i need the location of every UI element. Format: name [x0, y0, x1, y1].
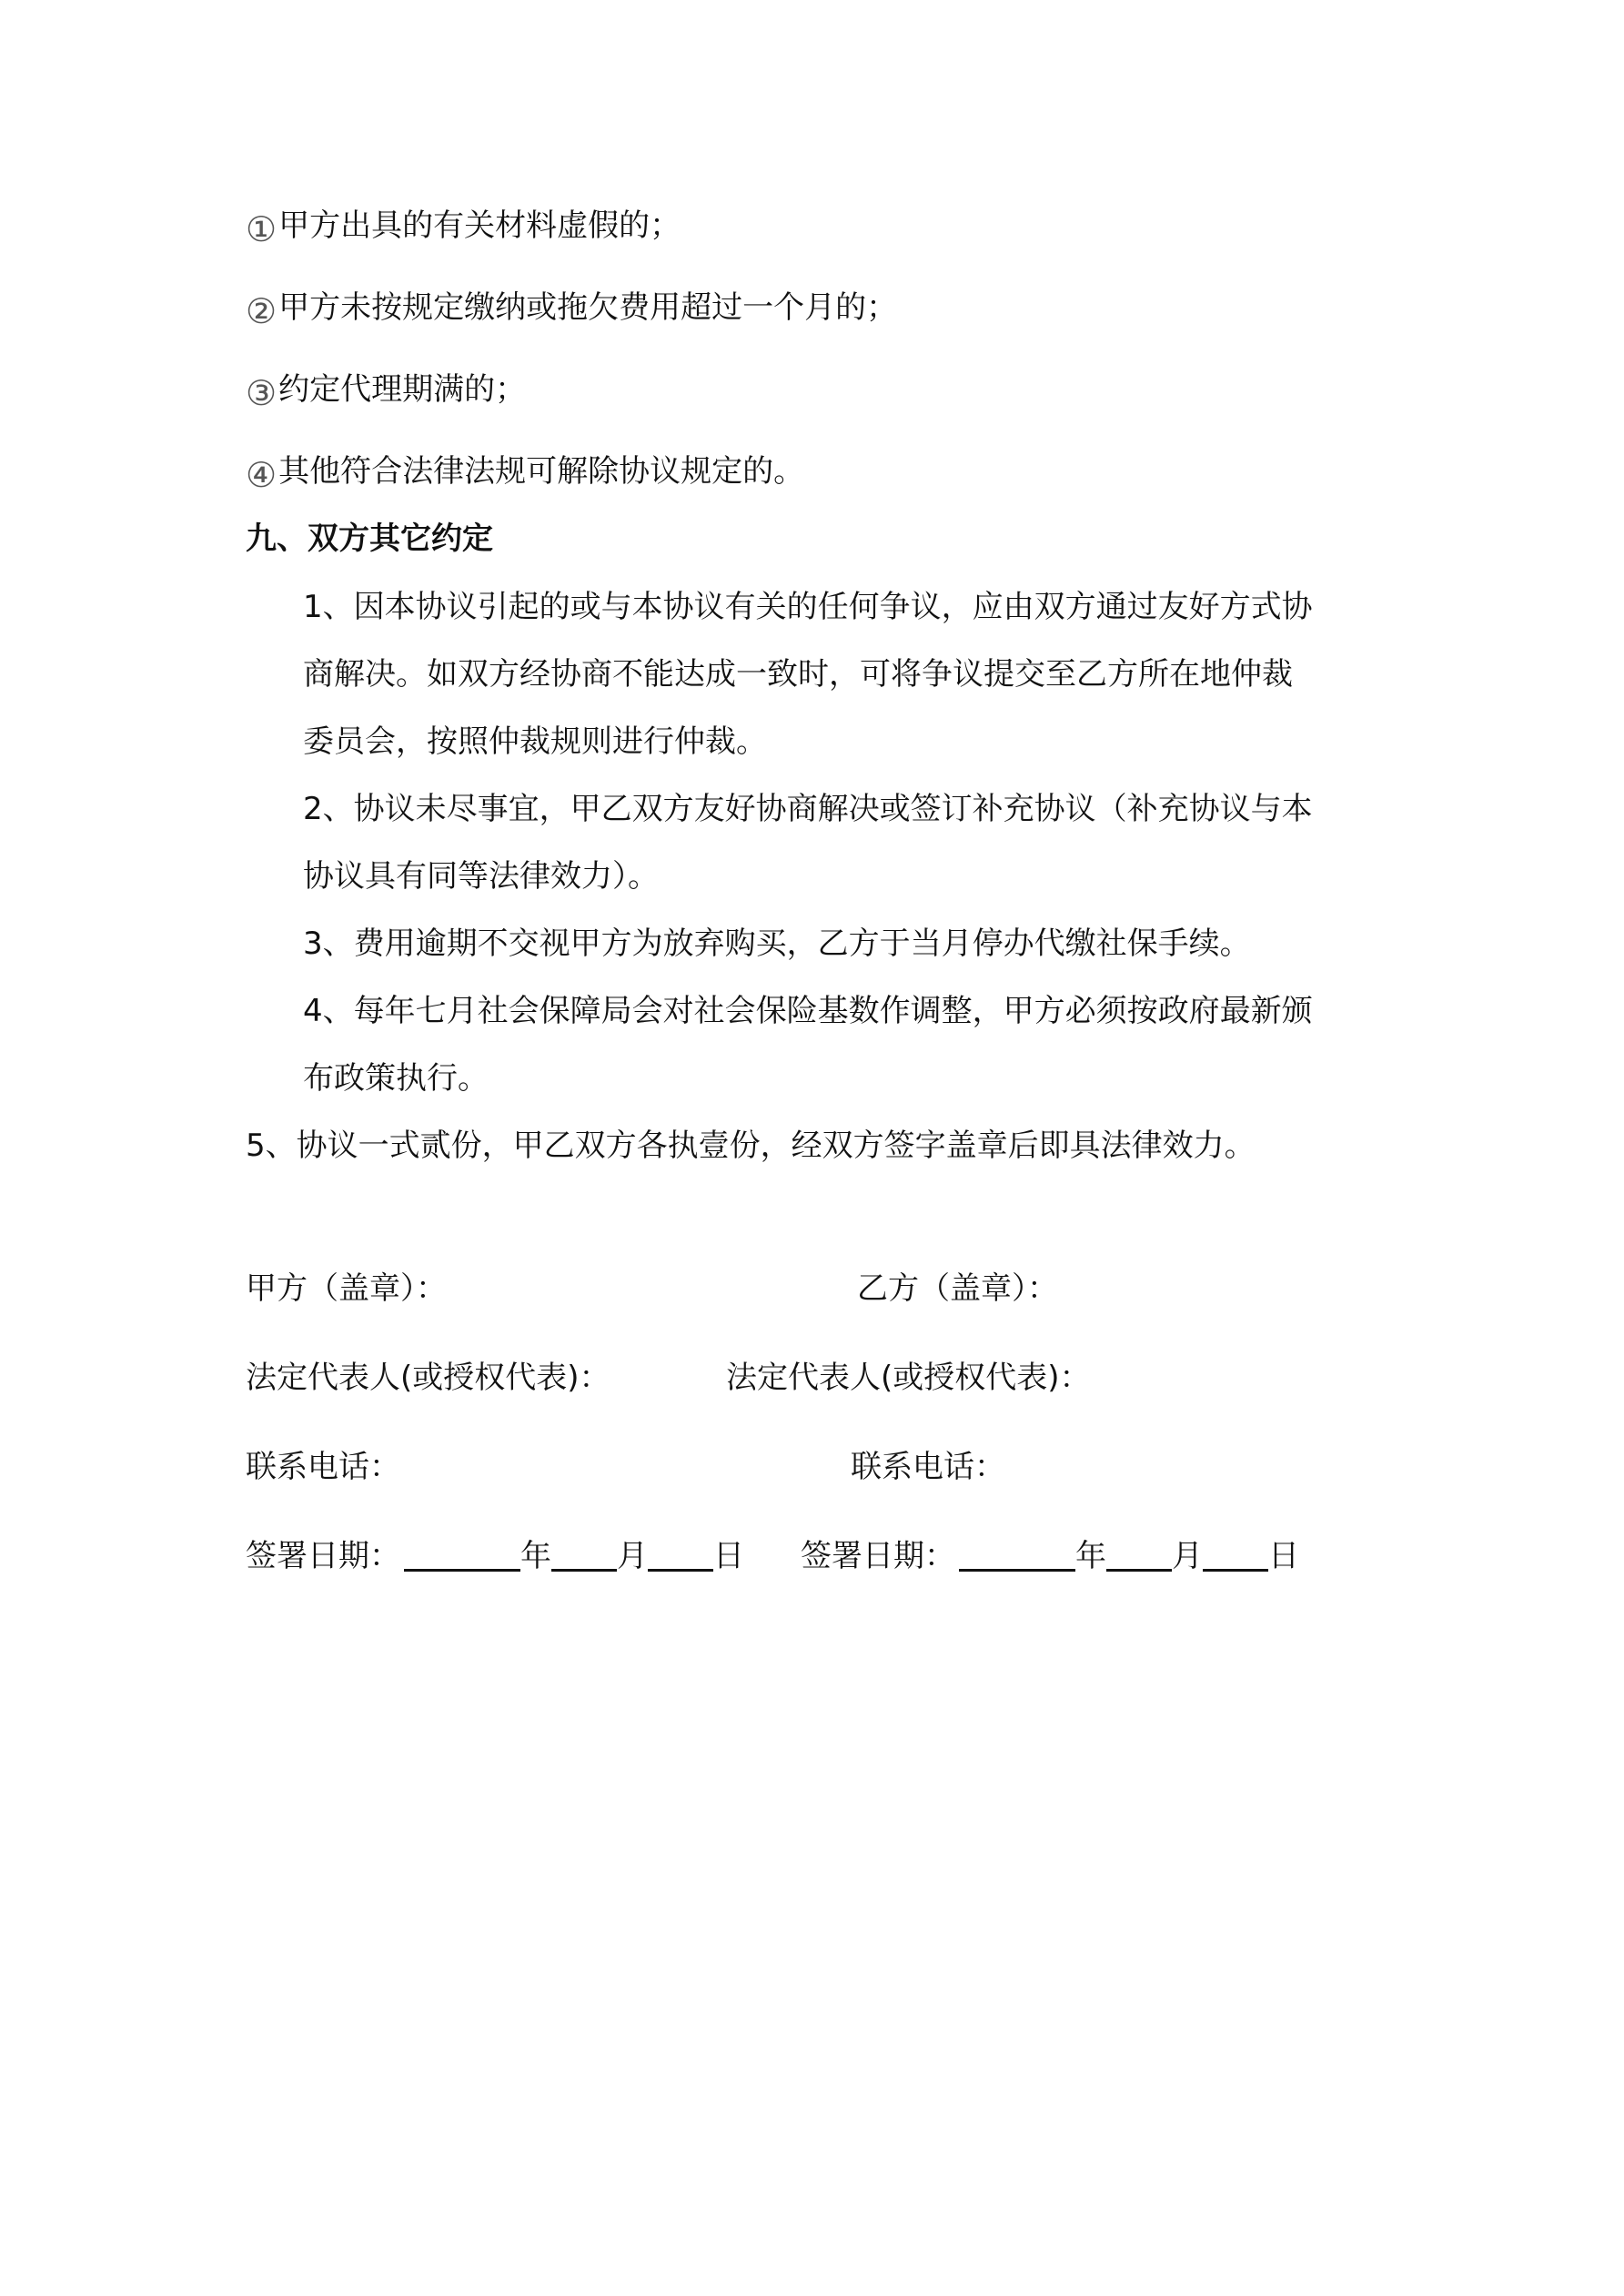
- party-a-phone-label: 联系电话：: [246, 1449, 400, 1485]
- party-b-representative-label: 法定代表人(或授权代表)：: [726, 1360, 1091, 1396]
- month-blank: [1106, 1540, 1172, 1572]
- day-unit: 日: [1268, 1538, 1299, 1574]
- clause-3-line-1: 3、费用逾期不交视甲方为放弃购买，乙方于当月停办代缴社保手续。: [303, 925, 1251, 962]
- clause-1-line-1: 1、因本协议引起的或与本协议有关的任何争议，应由双方通过友好方式协: [303, 589, 1313, 625]
- clause-5-line-1: 5、协议一式贰份，甲乙双方各执壹份，经双方签字盖章后即具法律效力。: [246, 1128, 1256, 1164]
- clause-4-line-1: 4、每年七月社会保障局会对社会保险基数作调整，甲方必须按政府最新颁: [303, 993, 1313, 1029]
- termination-item-text: 甲方出具的有关材料虚假的；: [278, 207, 681, 244]
- termination-item-text: 约定代理期满的；: [278, 371, 527, 408]
- month-unit: 月: [1172, 1538, 1203, 1574]
- month-unit: 月: [617, 1538, 648, 1574]
- sign-date-label: 签署日期：: [246, 1538, 400, 1574]
- year-unit: 年: [1075, 1538, 1106, 1574]
- termination-item-2: [246, 289, 897, 329]
- year-blank: [959, 1540, 1075, 1572]
- day-unit: 日: [713, 1538, 744, 1574]
- day-blank: [648, 1540, 713, 1572]
- party-b-sign-date: [801, 1538, 1299, 1574]
- party-b-seal-label: 乙方（盖章）：: [857, 1270, 1058, 1307]
- day-blank: [1203, 1540, 1268, 1572]
- clause-4-line-2: 布政策执行。: [303, 1060, 489, 1097]
- circled-number-2: ②: [246, 291, 277, 331]
- party-a-representative-label: 法定代表人(或授权代表)：: [246, 1360, 610, 1396]
- party-a-seal-label: 甲方（盖章）：: [246, 1270, 447, 1307]
- sign-date-label: 签署日期：: [801, 1538, 955, 1574]
- month-blank: [551, 1540, 617, 1572]
- circled-number-4: ④: [246, 455, 277, 495]
- section-heading: 九、双方其它约定: [246, 521, 493, 557]
- circled-number-1: ①: [246, 209, 277, 249]
- termination-item-text: 其他符合法律法规可解除协议规定的。: [278, 453, 805, 490]
- clause-2-line-2: 协议具有同等法律效力）。: [303, 858, 659, 895]
- clause-1-line-3: 委员会，按照仲裁规则进行仲裁。: [303, 723, 767, 760]
- termination-item-text: 甲方未按规定缴纳或拖欠费用超过一个月的；: [278, 289, 898, 326]
- party-a-sign-date: [246, 1538, 744, 1574]
- termination-item-3: [246, 371, 526, 411]
- termination-item-1: [246, 207, 681, 248]
- clause-1-line-2: 商解决。如双方经协商不能达成一致时，可将争议提交至乙方所在地仲裁: [303, 656, 1293, 693]
- circled-number-3: ③: [246, 373, 277, 413]
- termination-item-4: [246, 453, 804, 493]
- party-b-phone-label: 联系电话：: [851, 1449, 1005, 1485]
- year-unit: 年: [520, 1538, 551, 1574]
- year-blank: [404, 1540, 520, 1572]
- clause-2-line-1: 2、协议未尽事宜，甲乙双方友好协商解决或签订补充协议（补充协议与本: [303, 791, 1313, 827]
